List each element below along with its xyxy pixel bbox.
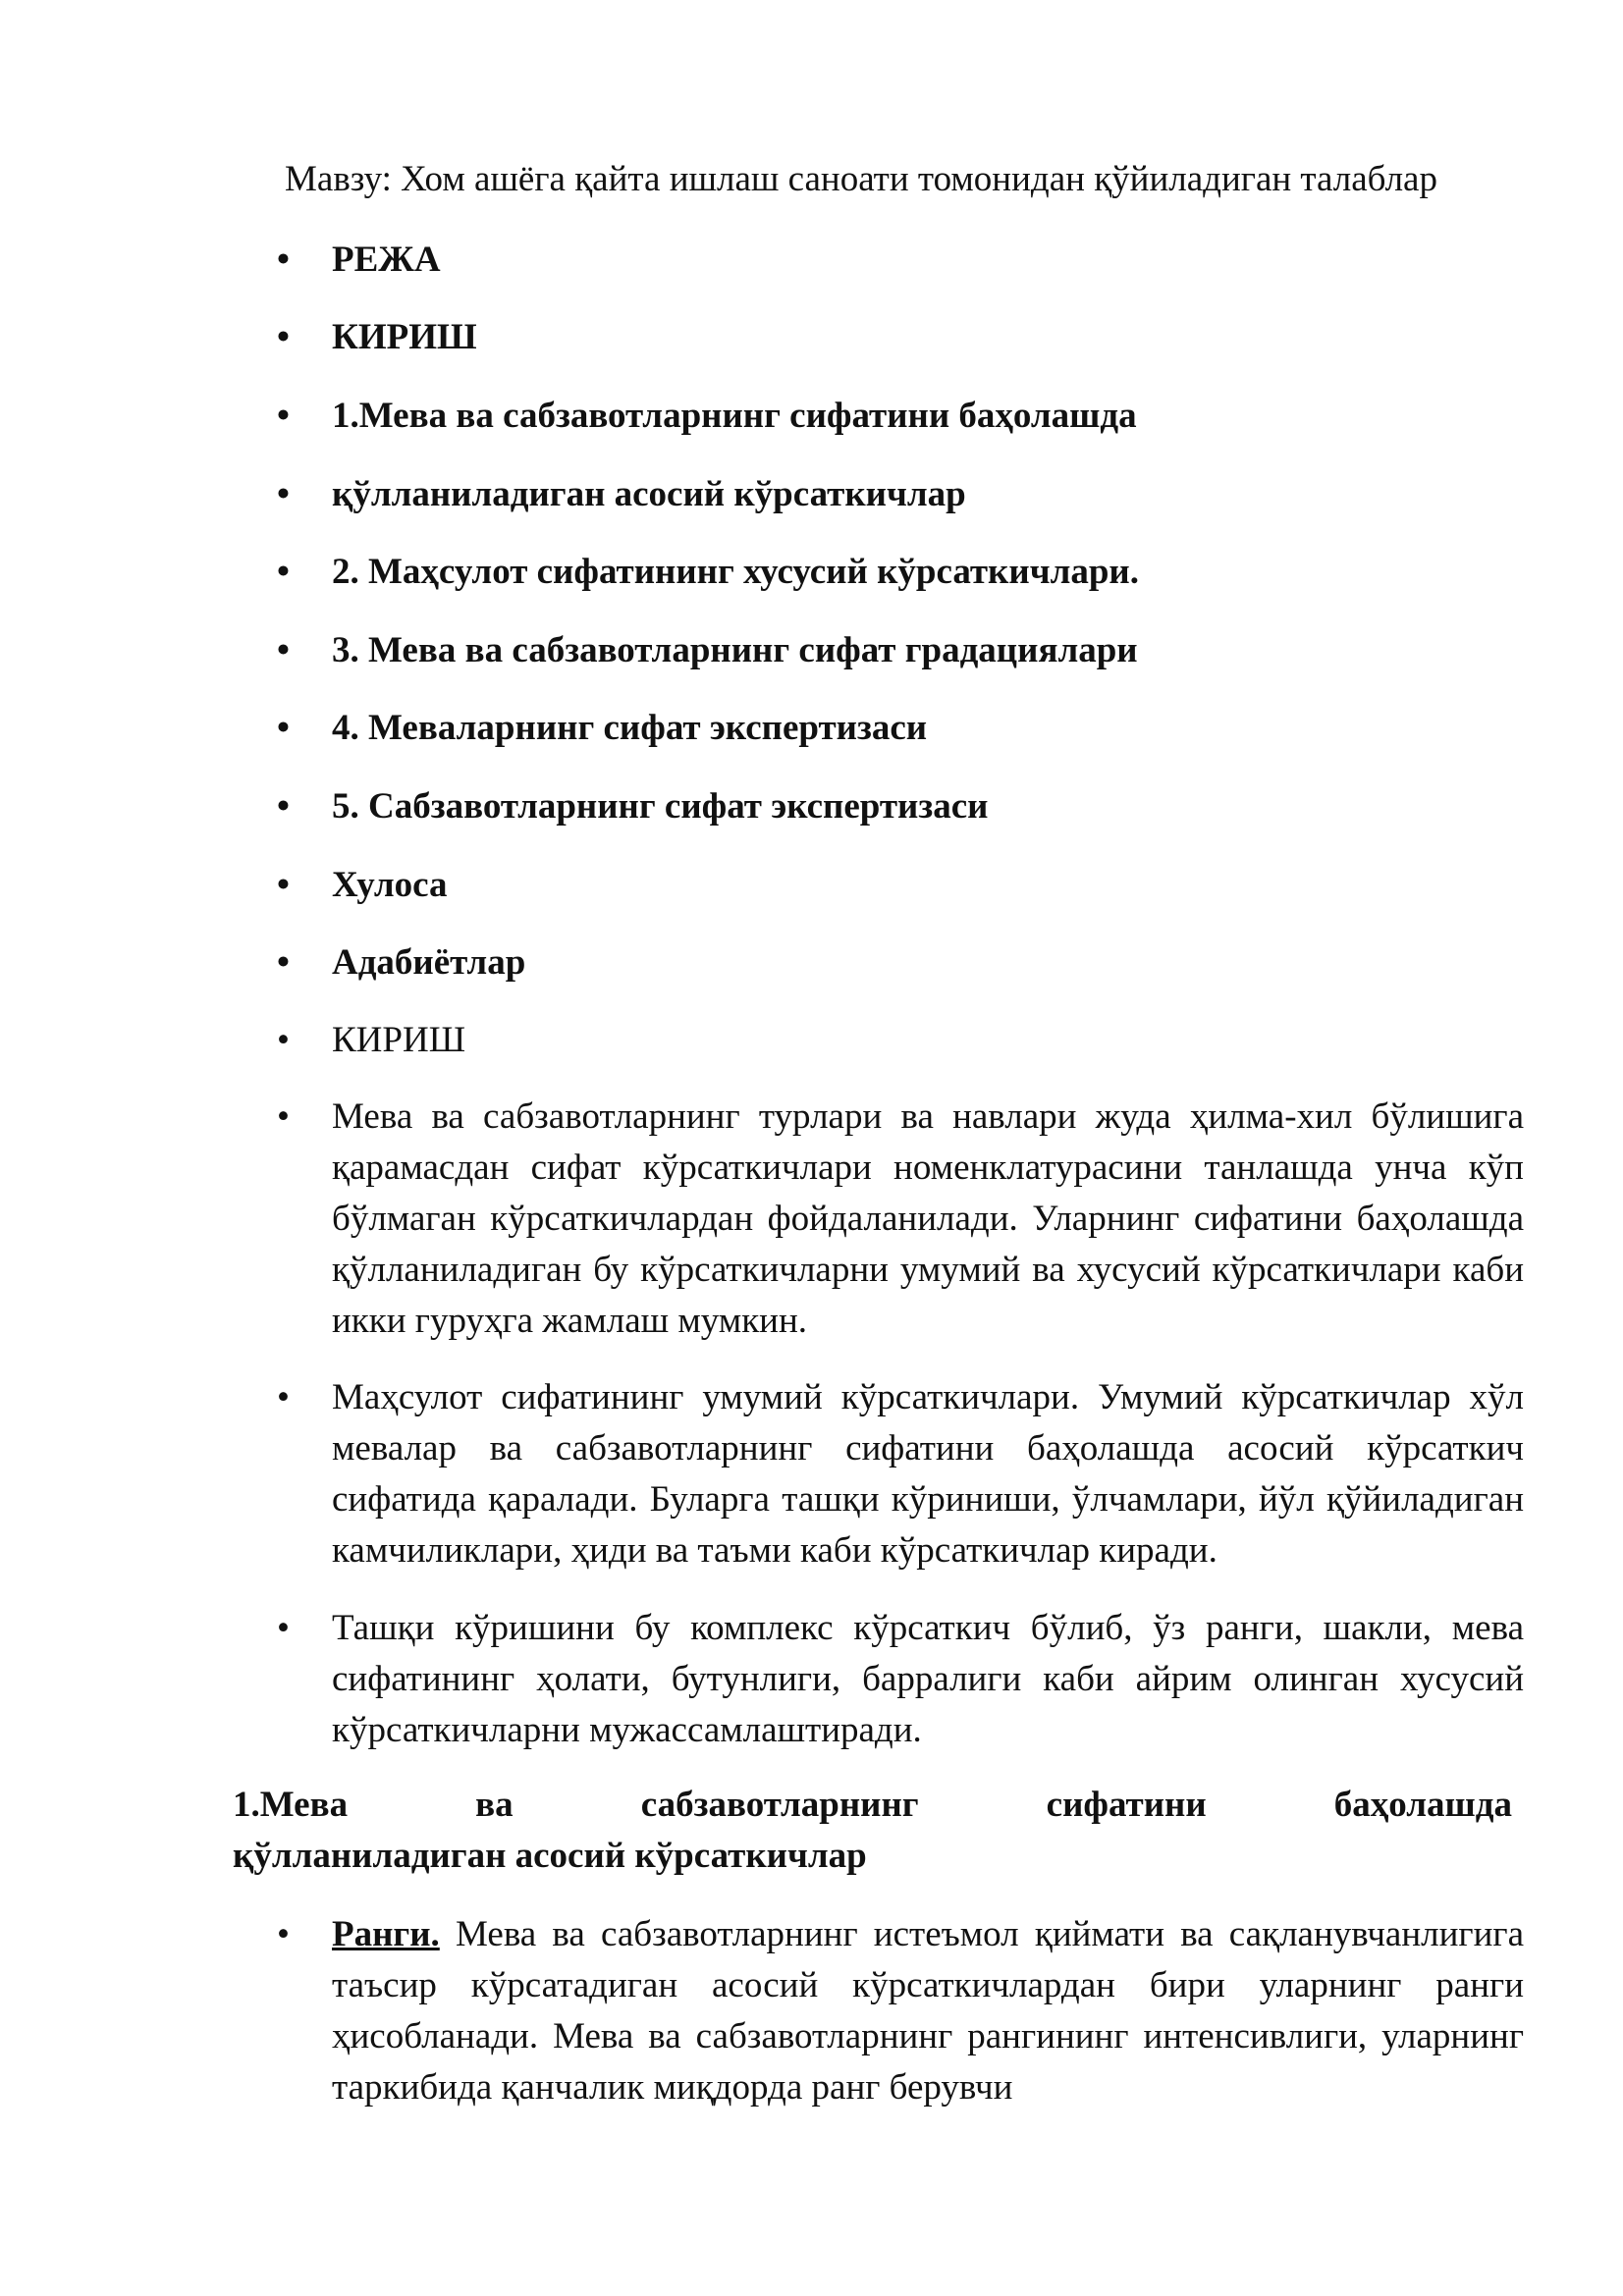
- color-lead: Ранги.: [332, 1914, 440, 1954]
- bullet-icon: •: [277, 1096, 290, 1137]
- bullet-icon: •: [277, 552, 290, 592]
- paragraph-text: Мева ва сабзавотларнинг турлари ва навлари жуда ҳилма-хил бўлишига қарамасдан сифат кўрсаткичлари номенклатурасини танлашда унча кўп бўлмаган кўрсаткичлардан фойдаланилади. Уларнинг сифатини баҳолашда қўлланиладиган бу кўрсаткичларни умумий ва хусусий кўрсаткичлари каби икки гуруҳга жамлаш мумкин.: [332, 1096, 1524, 1341]
- paragraph-text: Ташқи кўришини бу комплекс кўрсаткич бўлиб, ўз ранги, шакли, мева сифатининг ҳолати, бутунлиги, барралиги каби айрим олинган хусусий кўрсаткичларни мужассамлаштиради.: [332, 1608, 1524, 1750]
- plan-item-text: 4. Меваларнинг сифат экспертизаси: [332, 708, 928, 748]
- bullet-icon: •: [277, 708, 290, 748]
- plan-item-text: 1.Мева ва сабзавотларнинг сифатини баҳолашда: [332, 396, 1137, 436]
- paragraph-text: [332, 1909, 1524, 2113]
- bullet-icon: •: [277, 396, 290, 436]
- section-heading-line1: 1.Мева ва сабзавотларнинг сифатини баҳолашда: [233, 1785, 1512, 1825]
- bullet-icon: •: [277, 865, 290, 905]
- bullet-icon: •: [277, 474, 290, 514]
- plan-item-text: 2. Маҳсулот сифатининг хусусий кўрсаткичлари.: [332, 552, 1139, 592]
- section-heading: [233, 1780, 1512, 1882]
- plan-item-text: Хулоса: [332, 865, 448, 905]
- bullet-icon: •: [277, 786, 290, 827]
- plan-item-text: 5. Сабзавотларнинг сифат экспертизаси: [332, 786, 989, 827]
- bullet-icon: •: [277, 240, 290, 280]
- bullet-icon: •: [277, 1608, 290, 1648]
- bullet-icon: •: [277, 630, 290, 670]
- plan-item-text: РЕЖА: [332, 240, 441, 280]
- color-text: Мева ва сабзавотларнинг истеъмол қиймати ва сақланувчанлигига таъсир кўрсатадиган асосий кўрсаткичлардан бири уларнинг ранги ҳисобланади. Мева ва сабзавотларнинг рангининг интенсивлиги, уларнинг таркибида қанчалик миқдорда ранг берувчи: [332, 1914, 1524, 2108]
- bullet-icon: •: [277, 1377, 290, 1417]
- paragraph-text: Маҳсулот сифатининг умумий кўрсаткичлари. Умумий кўрсаткичлар хўл мевалар ва сабзавотларнинг сифатини баҳолашда асосий кўрсаткич сифатида қаралади. Буларга ташқи кўриниши, ўлчамлари, йўл қўйиладиган камчиликлари, ҳиди ва таъми каби кўрсаткичлар киради.: [332, 1377, 1524, 1571]
- bullet-icon: •: [277, 1020, 290, 1060]
- plan-item-text: 3. Мева ва сабзавотларнинг сифат градациялари: [332, 630, 1138, 670]
- plan-item-text: КИРИШ: [332, 317, 477, 357]
- intro-label: КИРИШ: [332, 1020, 466, 1060]
- bullet-icon: •: [277, 317, 290, 357]
- section-heading-line2: қўлланиладиган асосий кўрсаткичлар: [233, 1836, 867, 1876]
- bullet-icon: •: [277, 1914, 290, 1954]
- plan-item-text: Адабиётлар: [332, 942, 526, 983]
- plan-item-text: қўлланиладиган асосий кўрсаткичлар: [332, 474, 966, 514]
- bullet-icon: •: [277, 942, 290, 983]
- document-title: Мавзу: Хом ашёга қайта ишлаш саноати томонидан қўйиладиган талаблар: [285, 159, 1437, 199]
